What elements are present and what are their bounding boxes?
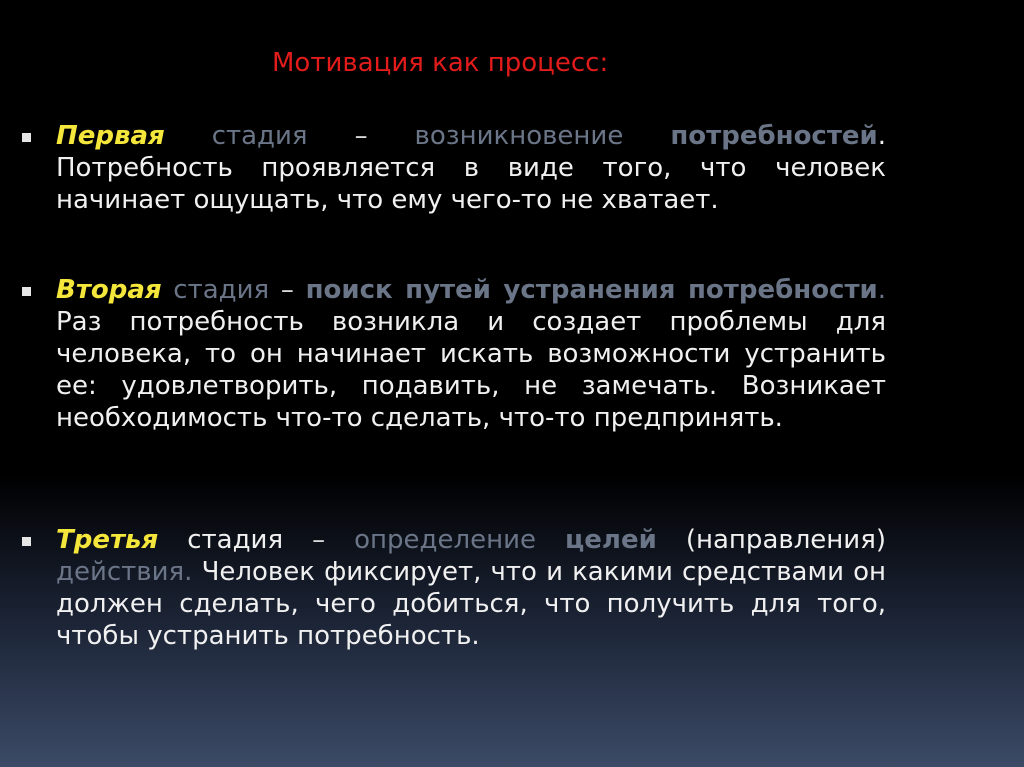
bullet-text <box>56 274 886 434</box>
body-text: Раз потребность возникла и создает проблемы для человека, то он начинает искать возможности устранить ее: удовлетворить, подавить, не замечать. Возникает необходимость что-то сделать, что-то предпринять. <box>56 307 886 433</box>
term-bold: потребностей <box>670 121 878 151</box>
slide-title: Мотивация как процесс: <box>272 48 609 78</box>
term-bold: поиск путей устранения потребности <box>305 275 878 305</box>
bullet-text <box>56 120 886 216</box>
term-end: . <box>877 121 887 151</box>
term-white: (направления) <box>685 525 886 555</box>
stage-word: стадия <box>173 275 270 305</box>
bullet-square-icon <box>22 287 31 296</box>
stage-word: стадия <box>187 525 284 555</box>
stage-label: Вторая <box>56 275 162 305</box>
body-text: Потребность проявляется в виде того, что человек начинает ощущать, что ему чего-то не хватает. <box>56 153 886 215</box>
bullet-item-third-stage <box>22 524 886 652</box>
term-plain: определение <box>354 525 537 555</box>
bullet-square-icon <box>22 537 31 546</box>
body-text: Человек фиксирует, что и какими средствами он должен сделать, чего добиться, что получить для того, чтобы устранить потребность. <box>56 557 886 651</box>
term-plain-2: действия. <box>56 557 193 587</box>
stage-label: Первая <box>56 121 165 151</box>
dash: – <box>354 121 368 151</box>
bullet-text <box>56 524 886 652</box>
dash: – <box>312 525 326 555</box>
bullet-square-icon <box>22 133 31 142</box>
bullet-item-first-stage <box>22 120 886 216</box>
term-end: . <box>877 275 887 305</box>
term-plain: возникновение <box>414 121 624 151</box>
stage-label: Третья <box>56 525 159 555</box>
dash: – <box>280 275 294 305</box>
term-bold: целей <box>565 525 657 555</box>
bullet-item-second-stage <box>22 274 886 434</box>
stage-word: стадия <box>211 121 308 151</box>
